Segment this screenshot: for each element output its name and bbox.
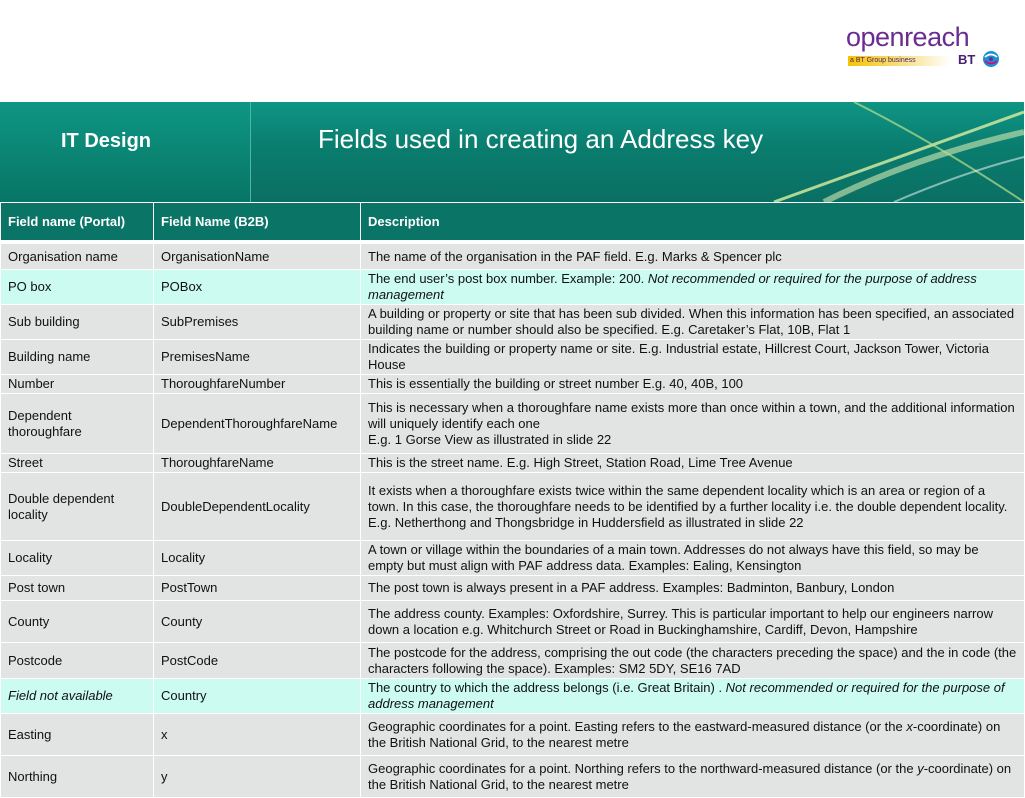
- portal-cell: Post town: [1, 576, 154, 601]
- description-cell: The end user’s post box number. Example: 200. Not recommended or required for the purpose of address management: [361, 270, 1025, 305]
- portal-cell: Number: [1, 375, 154, 394]
- description-cell: A town or village within the boundaries of a main town. Addresses do not always have this field, so may be empty but must align with PAF address data. Examples: Ealing, Kensington: [361, 541, 1025, 576]
- swoosh-decoration: [764, 102, 1024, 202]
- logo-wordmark: openreach: [846, 22, 970, 52]
- portal-cell: PO box: [1, 270, 154, 305]
- b2b-cell: y: [154, 756, 361, 798]
- portal-cell: County: [1, 601, 154, 643]
- portal-cell: Sub building: [1, 305, 154, 340]
- b2b-cell: PostTown: [154, 576, 361, 601]
- description-cell: The country to which the address belongs (i.e. Great Britain) . Not recommended or required for the purpose of address management: [361, 679, 1025, 714]
- section-label: IT Design: [61, 130, 152, 152]
- portal-cell: Double dependent locality: [1, 473, 154, 541]
- table-row: [1, 756, 1025, 798]
- title-banner: [0, 102, 1024, 202]
- table-row: [1, 541, 1025, 576]
- b2b-cell: DependentThoroughfareName: [154, 394, 361, 454]
- description-cell: A building or property or site that has been sub divided. When this information has been specified, an associated building name or number should also be specified. E.g. Caretaker’s Flat, 10B, Flat 1: [361, 305, 1025, 340]
- header-b2b: Field Name (B2B): [154, 203, 361, 241]
- table-row: [1, 270, 1025, 305]
- table-header-row: [1, 203, 1025, 241]
- portal-cell: Field not available: [1, 679, 154, 714]
- description-cell: This is essentially the building or street number E.g. 40, 40B, 100: [361, 375, 1025, 394]
- portal-cell: Easting: [1, 714, 154, 756]
- section-panel: [0, 102, 251, 202]
- logo-tagline: a BT Group business: [850, 57, 916, 64]
- b2b-cell: Country: [154, 679, 361, 714]
- header-portal: Field name (Portal): [1, 203, 154, 241]
- table-row: [1, 375, 1025, 394]
- address-fields-table: [0, 202, 1025, 798]
- b2b-cell: ThoroughfareName: [154, 454, 361, 473]
- bt-globe-icon: [982, 50, 1000, 68]
- table-row: [1, 244, 1025, 270]
- table-row: [1, 643, 1025, 679]
- description-cell: The address county. Examples: Oxfordshire, Surrey. This is particular important to help our engineers narrow down a location e.g. Whitchurch Street or Road in Buckinghamshire, Cardiff, Devon, Hampshire: [361, 601, 1025, 643]
- description-cell: This is necessary when a thoroughfare name exists more than once within a town, and the additional information will uniquely identify each one E.g. 1 Gorse View as illustrated in slide 22: [361, 394, 1025, 454]
- portal-cell: Organisation name: [1, 244, 154, 270]
- logo-bt: BT: [958, 52, 976, 67]
- b2b-cell: DoubleDependentLocality: [154, 473, 361, 541]
- description-cell: Geographic coordinates for a point. Easting refers to the eastward-measured distance (or the x-coordinate) on the British National Grid, to the nearest metre: [361, 714, 1025, 756]
- table-row: [1, 305, 1025, 340]
- table-row: [1, 601, 1025, 643]
- description-cell: The name of the organisation in the PAF field. E.g. Marks & Spencer plc: [361, 244, 1025, 270]
- b2b-cell: x: [154, 714, 361, 756]
- portal-cell: Locality: [1, 541, 154, 576]
- table-row: [1, 454, 1025, 473]
- table-row: [1, 473, 1025, 541]
- openreach-logo: [846, 22, 1006, 74]
- b2b-cell: County: [154, 601, 361, 643]
- portal-cell: Dependent thoroughfare: [1, 394, 154, 454]
- description-cell: Geographic coordinates for a point. Northing refers to the northward-measured distance (or the y-coordinate) on the British National Grid, to the nearest metre: [361, 756, 1025, 798]
- table-row: [1, 394, 1025, 454]
- description-cell: Indicates the building or property name or site. E.g. Industrial estate, Hillcrest Court, Jackson Tower, Victoria House: [361, 340, 1025, 375]
- portal-cell: Postcode: [1, 643, 154, 679]
- description-cell: The postcode for the address, comprising the out code (the characters preceding the space) and the in code (the characters following the space). Examples: SM2 5DY, SE16 7AD: [361, 643, 1025, 679]
- b2b-cell: PremisesName: [154, 340, 361, 375]
- page-title: Fields used in creating an Address key: [318, 124, 764, 154]
- table-row: [1, 576, 1025, 601]
- b2b-cell: ThoroughfareNumber: [154, 375, 361, 394]
- table-row: [1, 340, 1025, 375]
- portal-cell: Street: [1, 454, 154, 473]
- b2b-cell: POBox: [154, 270, 361, 305]
- description-cell: The post town is always present in a PAF address. Examples: Badminton, Banbury, London: [361, 576, 1025, 601]
- b2b-cell: SubPremises: [154, 305, 361, 340]
- table-row: [1, 679, 1025, 714]
- description-cell: It exists when a thoroughfare exists twice within the same dependent locality which is an area or region of a town. In this case, the thoroughfare needs to be identified by a further locality i.e. the double dependent locality. E.g. Netherthong and Thongsbridge in Huddersfield as illustrated in slide 22: [361, 473, 1025, 541]
- portal-cell: Northing: [1, 756, 154, 798]
- b2b-cell: OrganisationName: [154, 244, 361, 270]
- b2b-cell: PostCode: [154, 643, 361, 679]
- description-cell: This is the street name. E.g. High Street, Station Road, Lime Tree Avenue: [361, 454, 1025, 473]
- table-row: [1, 714, 1025, 756]
- header-description: Description: [361, 203, 1025, 241]
- portal-cell: Building name: [1, 340, 154, 375]
- b2b-cell: Locality: [154, 541, 361, 576]
